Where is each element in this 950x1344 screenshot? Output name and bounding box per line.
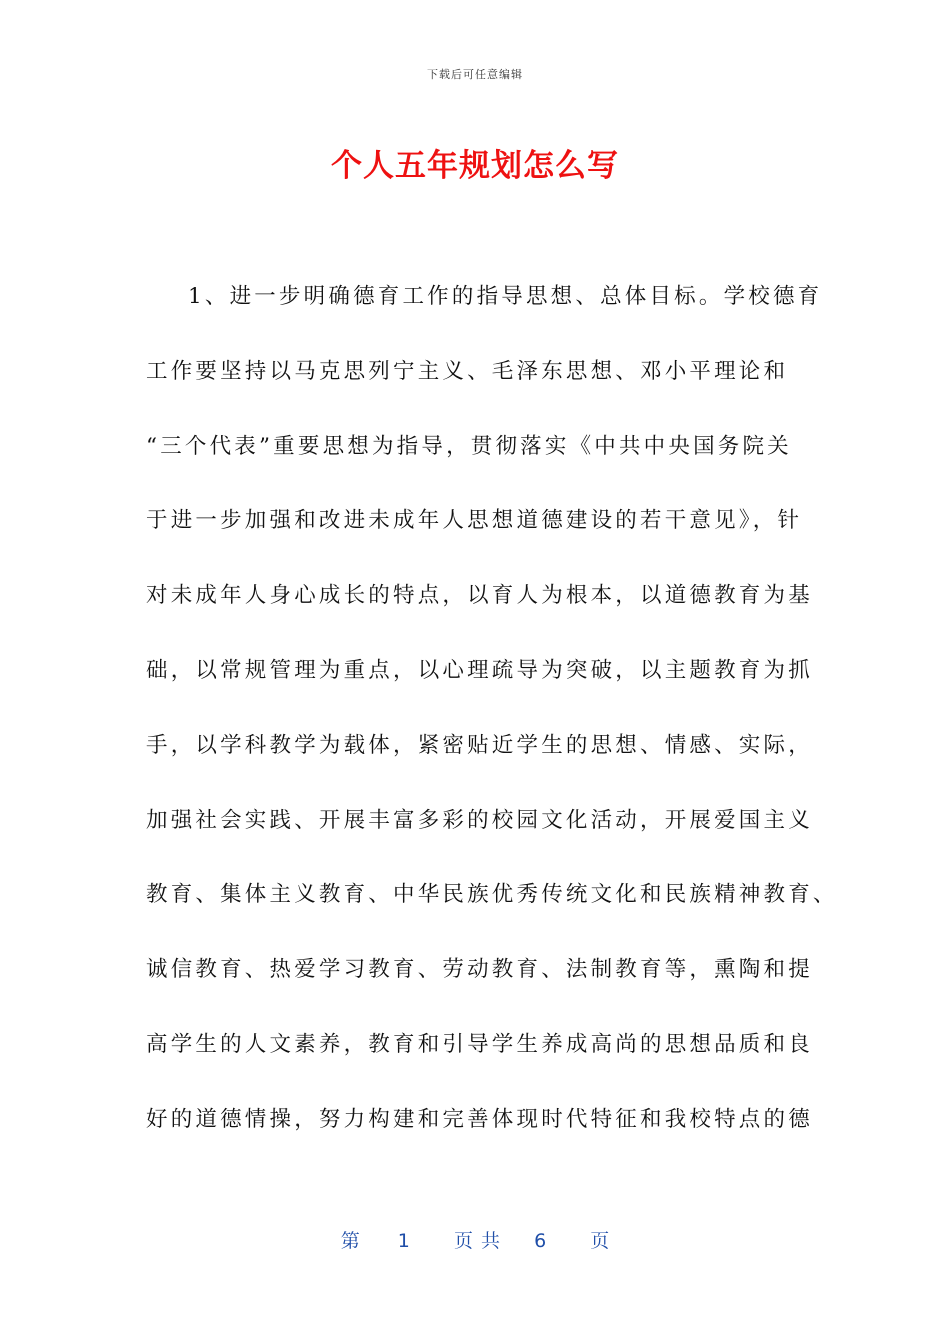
body-line: 加强社会实践、开展丰富多彩的校园文化活动，开展爱国主义 [146,807,813,833]
header-note: 下载后可任意编辑 [427,68,523,81]
body-line: “三个代表”重要思想为指导，贯彻落实《中共中央国务院关 [146,433,792,459]
footer-page-number: 1 [397,1230,410,1252]
document-title: 个人五年规划怎么写 [331,148,619,184]
page-footer [0,1226,950,1253]
footer-page-middle: 页共 [453,1230,508,1252]
footer-page-prefix: 第 [340,1230,360,1252]
body-line: 1、进一步明确德育工作的指导思想、总体目标。学校德育 [188,284,823,309]
body-line: 工作要坚持以马克思列宁主义、毛泽东思想、邓小平理论和 [146,358,789,384]
footer-total-pages: 6 [534,1230,547,1252]
body-line: 手，以学科教学为载体，紧密贴近学生的思想、情感、实际， [146,732,813,758]
body-line: 对未成年人身心成长的特点，以育人为根本，以道德教育为基 [146,583,813,609]
footer-page-suffix: 页 [590,1230,610,1252]
body-line: 础，以常规管理为重点，以心理疏导为突破，以主题教育为抓 [146,657,813,683]
body-line: 于进一步加强和改进未成年人思想道德建设的若干意见》，针 [146,508,803,534]
body-line: 高学生的人文素养，教育和引导学生养成高尚的思想品质和良 [146,1031,813,1057]
body-line: 教育、集体主义教育、中华民族优秀传统文化和民族精神教育、 [146,882,838,908]
body-line: 好的道德情操，努力构建和完善体现时代特征和我校特点的德 [146,1106,813,1132]
body-line: 诚信教育、热爱学习教育、劳动教育、法制教育等，熏陶和提 [146,957,813,983]
document-body [146,277,838,1175]
